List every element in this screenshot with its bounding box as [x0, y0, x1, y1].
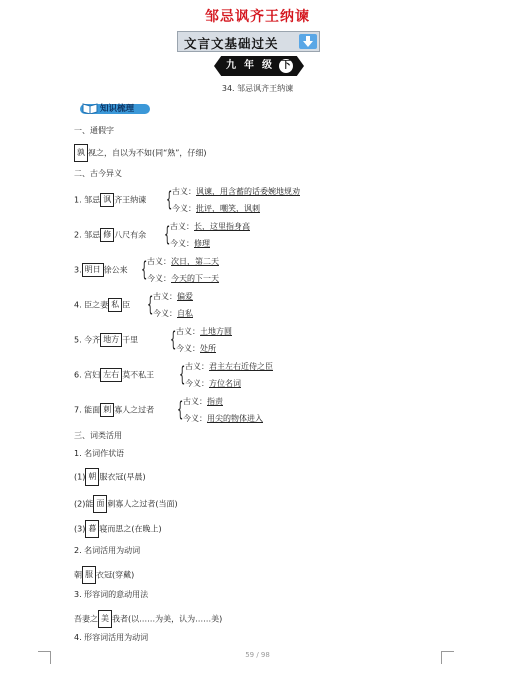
brace: {	[141, 257, 148, 281]
sub-heading: 1. 名词作状语	[74, 449, 125, 458]
item-prefix: 1. 邹忌	[74, 195, 101, 205]
gujin-item: 5. 今齐 地方 千里	[74, 333, 138, 347]
usage-item: (1) 朝 服衣冠(早晨)	[74, 468, 146, 486]
boxed-char: 地方	[100, 333, 122, 347]
brace: {	[166, 187, 173, 211]
gujin-item: 3. 明日 徐公来	[74, 263, 128, 277]
boxed-char: 朝	[85, 468, 99, 486]
boxed-char: 暮	[85, 520, 99, 538]
brace: {	[164, 222, 171, 246]
tongjia-line	[74, 144, 207, 162]
knowledge-badge	[80, 101, 150, 115]
document-title: 邹忌讽齐王纳谏	[205, 9, 310, 25]
jin-meaning: 今义：自私	[153, 309, 193, 318]
section-heading: 三、词类活用	[74, 431, 122, 440]
brace: {	[170, 327, 177, 351]
grade-char: 级	[262, 60, 272, 71]
usage-item: 吾妻之 美 我者(以……为美，认为……美)	[74, 610, 222, 628]
brace: {	[147, 292, 154, 316]
boxed-char: 私	[108, 298, 122, 312]
boxed-char: 明日	[82, 263, 104, 277]
jin-meaning: 今义：今天的下一天	[147, 274, 219, 283]
boxed-char: 修	[100, 228, 114, 242]
boxed-char: 孰	[74, 144, 88, 162]
book-icon	[82, 99, 98, 113]
gujin-item: 2. 邹忌 修 八尺有余	[74, 228, 146, 242]
knowledge-badge-label: 知识梳理	[100, 104, 135, 114]
jin-meaning: 今义：方位名词	[185, 379, 241, 388]
brace: {	[177, 397, 184, 421]
jin-meaning: 今义：修理	[170, 239, 210, 248]
usage-item: 朝 服 衣冠(穿戴)	[74, 566, 134, 584]
grade-char: 年	[244, 60, 254, 71]
gu-meaning: 古义：指责	[183, 397, 223, 406]
grade-char: 下	[281, 60, 291, 71]
boxed-char: 刺	[100, 403, 114, 417]
lesson-title: 34. 邹忌讽齐王纳谏	[221, 84, 294, 93]
usage-item: (2)能 面 刺寡人之过者(当面)	[74, 495, 178, 513]
gu-meaning: 古义：讽谏，用含蓄的话委婉地规劝	[172, 187, 300, 196]
gu-meaning: 古义：次日，第二天	[147, 257, 219, 266]
gujin-item: 6. 宫妇 左右 莫不私王	[74, 368, 154, 382]
grade-char: 九	[226, 60, 236, 71]
page-number: 59 / 98	[245, 651, 270, 659]
boxed-char: 面	[93, 495, 107, 513]
tongjia-text: 视之，自以为不如(同“熟”，仔细)	[88, 148, 207, 158]
usage-item: (3) 暮 寝而思之(在晚上)	[74, 520, 162, 538]
sub-heading: 4. 形容词活用为动词	[74, 633, 149, 642]
gu-meaning: 古义：土地方圆	[176, 327, 232, 336]
gu-meaning: 古义：偏爱	[153, 292, 193, 301]
jin-meaning: 今义：处所	[176, 344, 216, 353]
boxed-char: 左右	[100, 368, 122, 382]
banner-label: 文言文基础过关	[184, 36, 279, 51]
gu-meaning: 古义：君主左右近侍之臣	[185, 362, 273, 371]
boxed-char: 美	[98, 610, 112, 628]
boxed-char: 服	[82, 566, 96, 584]
item-rest: 齐王纳谏	[114, 195, 147, 205]
download-arrow-icon	[299, 34, 317, 49]
boxed-char: 讽	[100, 193, 114, 207]
gu-meaning: 古义：长，这里指身高	[170, 222, 250, 231]
section-banner	[177, 31, 320, 52]
sub-heading: 3. 形容词的意动用法	[74, 590, 149, 599]
brace: {	[179, 362, 186, 386]
section-heading: 二、古今异义	[74, 169, 122, 178]
jin-meaning: 今义：批评，嘲笑，讽刺	[172, 204, 260, 213]
grade-ribbon	[214, 56, 304, 76]
section-heading: 一、通假字	[74, 126, 114, 135]
jin-meaning: 今义：用尖的物体进入	[183, 414, 263, 423]
gujin-item	[74, 193, 146, 207]
gujin-item: 7. 能面 刺 寡人之过者	[74, 403, 154, 417]
gujin-item: 4. 臣之妻 私 臣	[74, 298, 130, 312]
sub-heading: 2. 名词活用为动词	[74, 546, 141, 555]
